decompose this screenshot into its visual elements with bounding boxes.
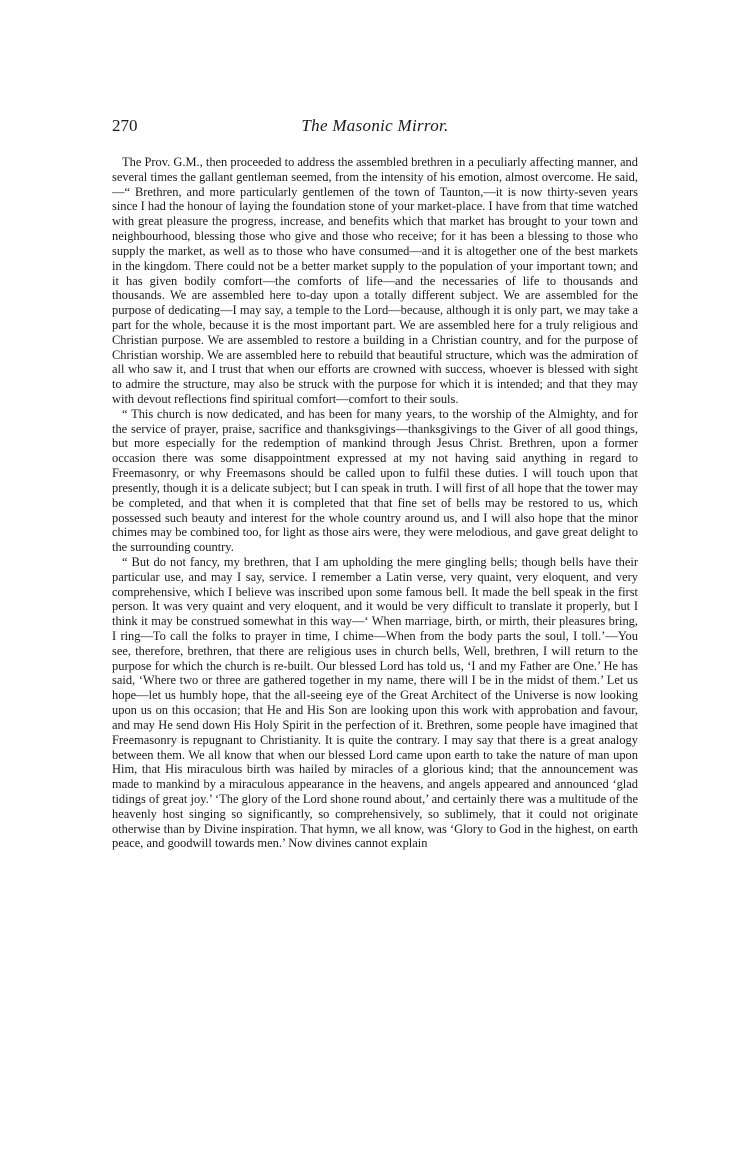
running-title: The Masonic Mirror.: [301, 116, 449, 135]
paragraph-3: “ But do not fancy, my brethren, that I am upholding the mere gingling bells; though bells have their particular use, and may I say, service. I remember a Latin verse, very quaint, very eloquent, and very comprehensive, which I believe was inscribed upon some famous bell. It made the bell speak in the first person. It was very quaint and very eloquent, and it would be very difficult to translate it properly, but I think it may be construed somewhat in this way—‘ When marriage, birth, or mirth, their pleasures bring, I ring—To call the folks to prayer in time, I chime—When from the body parts the soul, I toll.’—You see, therefore, brethren, that there are religious uses in church bells, Well, brethren, I will return to the purpose for which the church is re-built. Our blessed Lord has told us, ‘I and my Father are One.’ He has said, ‘Where two or three are gathered together in my name, there will I be in the midst of them.’ Let us hope—let us humbly hope, that the all-seeing eye of the Great Architect of the Universe is now looking upon us on this occasion; that He and His Son are looking upon this work with approbation and favour, and may He send down His Holy Spirit in the perfection of it. Brethren, some people have imagined that Freemasonry is repugnant to Christianity. It is quite the contrary. I may say that there is a great analogy between them. We all know that when our blessed Lord came upon earth to take the nature of man upon Him, that His miraculous birth was hailed by miracles of a glorious kind; that the announcement was made to mankind by a miraculous appearance in the heavens, and angels appeared and announced ‘glad tidings of great joy.’ ‘The glory of the Lord shone round about,’ and certainly there was a multitude of the heavenly host singing so significantly, so comprehensively, so sublimely, that it could not originate otherwise than by Divine inspiration. That hymn, we all know, was ‘Glory to God in the highest, on earth peace, and goodwill towards men.’ Now divines cannot explain: [112, 554, 638, 851]
body-text: [112, 155, 638, 851]
page-number: 270: [112, 116, 138, 135]
paragraph-2: “ This church is now dedicated, and has been for many years, to the worship of the Almighty, and for the service of prayer, praise, sacrifice and thanksgivings—thanksgivings to the Giver of all good things, but more especially for the redemption of mankind through Jesus Christ. Brethren, upon a former occasion there was some disappointment expressed at my not having said anything in regard to Freemasonry, or why Freemasons should be called upon to fulfil these duties. I will touch upon that presently, though it is a delicate subject; but I can speak in truth. I will first of all hope that the tower may be completed, and that when it is completed that that fine set of bells may be restored to us, which possessed such beauty and interest for the whole country around us, and I will also hope that the minor chimes may be combined too, for light as those airs were, they were melodious, and gave great delight to the surrounding country.: [112, 406, 638, 555]
page-header: [112, 116, 638, 138]
paragraph-1: The Prov. G.M., then proceeded to address the assembled brethren in a peculiarly affecting manner, and several times the gallant gentleman seemed, from the intensity of his emotion, almost overcome. He said,—“ Brethren, and more particularly gentlemen of the town of Taunton,—it is now thirty-seven years since I had the honour of laying the foundation stone of your market-place. I have from that time watched with great pleasure the progress, increase, and benefits which that market has brought to your town and neighbourhood, blessing those who give and those who receive; for it has been a blessing to those who supply the market, as well as to those who have consumed—and it is altogether one of the best markets in the kingdom. There could not be a better market supply to the population of your important town; and it has given bodily comfort—the comforts of life—and the necessaries of life to thousands and thousands. We are assembled here to-day upon a totally different subject. We are assembled for the purpose of dedicating—I may say, a temple to the Lord—because, although it is only part, we may take a part for the whole, because it is the most important part. We are assembled here for a truly religious and Christian purpose. We are assembled to restore a building in a Christian country, and for the purpose of Christian worship. We are assembled here to rebuild that beautiful structure, which was the admiration of all who saw it, and I trust that when our efforts are crowned with success, whoever is blessed with sight to admire the structure, may also be struck with the purpose for which it is intended; and that they may with devout reflections find spiritual comfort—comfort to their souls.: [112, 155, 639, 406]
